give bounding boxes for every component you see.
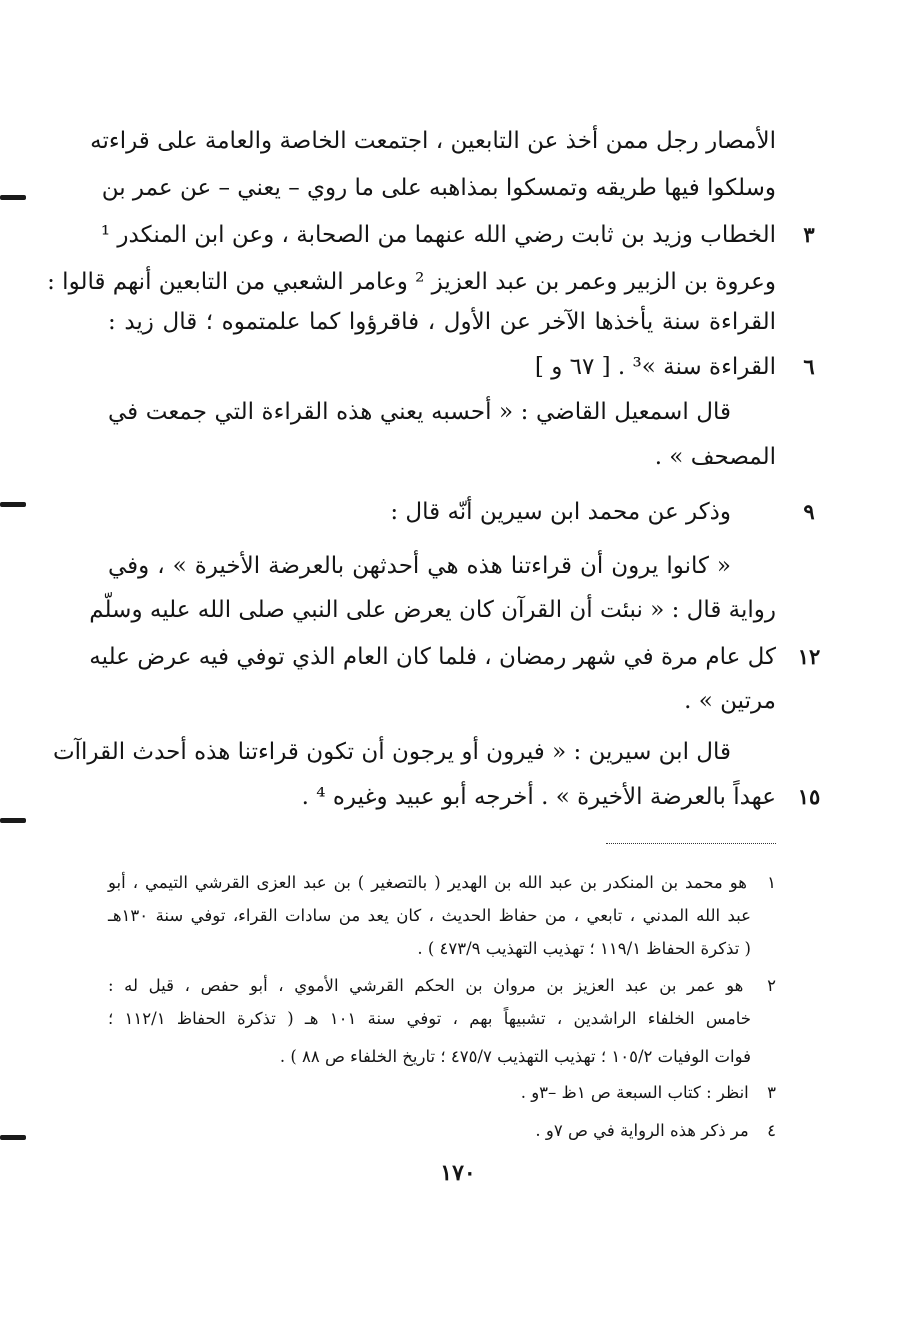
footnote-line: ( تذكرة الحفاظ ١١٩/١ ؛ تهذيب التهذيب ٤٧٣/٩ ) .	[417, 939, 751, 958]
footnote-text: هو عمر بن عبد العزيز بن مروان بن الحكم القرشي الأموي ، أبو حفص ، قيل له :	[108, 976, 744, 995]
line-number: ٦	[803, 354, 815, 379]
footnote-line: فوات الوفيات ١٠٥/٢ ؛ تهذيب التهذيب ٤٧٥/٧ ؛ تاريخ الخلفاء ص ٨٨ ) .	[279, 1047, 751, 1066]
footnote-text: انظر : كتاب السبعة ص ١ظ –٣و .	[520, 1083, 749, 1102]
line-number: ٩	[803, 499, 815, 524]
body-line: الأمصار رجل ممن أخذ عن التابعين ، اجتمعت الخاصة والعامة على قراءته	[90, 128, 776, 154]
line-number: ١٢	[797, 644, 821, 669]
footnote-line	[108, 868, 776, 898]
body-line: القراءة سنة »³ . [ ٦٧ و ]	[534, 354, 776, 380]
body-line: وسلكوا فيها طريقه وتمسكوا بمذاهبه على ما روي – يعني – عن عمر بن	[101, 175, 776, 201]
body-line: وذكر عن محمد ابن سيرين أنّه قال :	[390, 499, 731, 525]
footnote-line: عبد الله المدني ، تابعي ، من حفاظ الحديث ، كان يعد من سادات القراء، توفي سنة ١٣٠هـ	[108, 906, 751, 925]
body-line: مرتين » .	[684, 688, 776, 714]
body-line: المصحف » .	[654, 444, 776, 470]
footnote-number: ١	[767, 873, 776, 892]
footnote-line	[108, 971, 776, 1001]
body-line: القراءة سنة يأخذها الآخر عن الأول ، فاقرؤوا كما علمتموه ؛ قال زيد :	[108, 309, 776, 335]
binding-mark	[0, 1135, 26, 1140]
page-number: ١٧٠	[440, 1160, 476, 1186]
footnote-number: ٣	[767, 1083, 776, 1102]
body-line: قال ابن سيرين : « فيرون أو يرجون أن تكون قراءتنا هذه أحدث القراآت	[52, 739, 731, 765]
footnote-line: خامس الخلفاء الراشدين ، تشبيهاً بهم ، توفي سنة ١٠١ هـ ( تذكرة الحفاظ ١١٢/١ ؛	[108, 1009, 751, 1028]
body-line: الخطاب وزيد بن ثابت رضي الله عنهما من الصحابة ، وعن ابن المنكدر ¹	[100, 222, 776, 248]
body-line: وعروة بن الزبير وعمر بن عبد العزيز ² وعامر الشعبي من التابعين أنهم قالوا :	[47, 269, 776, 295]
footnote-line	[108, 1116, 776, 1146]
body-line: كل عام مرة في شهر رمضان ، فلما كان العام الذي توفي فيه عرض عليه	[89, 644, 776, 670]
binding-mark	[0, 502, 26, 507]
footnote-text: هو محمد بن المنكدر بن عبد الله بن الهدير ( بالتصغير ) بن عبد العزى القرشي التيمي ، أبو	[108, 873, 747, 892]
body-line: رواية قال : « نبئت أن القرآن كان يعرض على النبي صلى الله عليه وسلّم	[89, 597, 776, 623]
footnote-number: ٢	[767, 976, 776, 995]
body-line: « كانوا يرون أن قراءتنا هذه هي أحدثهن بالعرضة الأخيرة » ، وفي	[108, 553, 731, 579]
line-number: ٣	[803, 222, 815, 247]
body-line: قال اسمعيل القاضي : « أحسبه يعني هذه القراءة التي جمعت في	[108, 399, 731, 425]
footnote-text: مر ذكر هذه الرواية في ص ٧و .	[535, 1121, 749, 1140]
footnote-number: ٤	[767, 1121, 776, 1140]
binding-mark	[0, 195, 26, 200]
binding-mark	[0, 818, 26, 823]
body-line: عهداً بالعرضة الأخيرة » . أخرجه أبو عبيد وغيره ⁴ .	[301, 784, 776, 810]
line-number: ١٥	[797, 784, 821, 809]
footnote-separator	[606, 843, 776, 844]
footnote-line	[108, 1078, 776, 1108]
